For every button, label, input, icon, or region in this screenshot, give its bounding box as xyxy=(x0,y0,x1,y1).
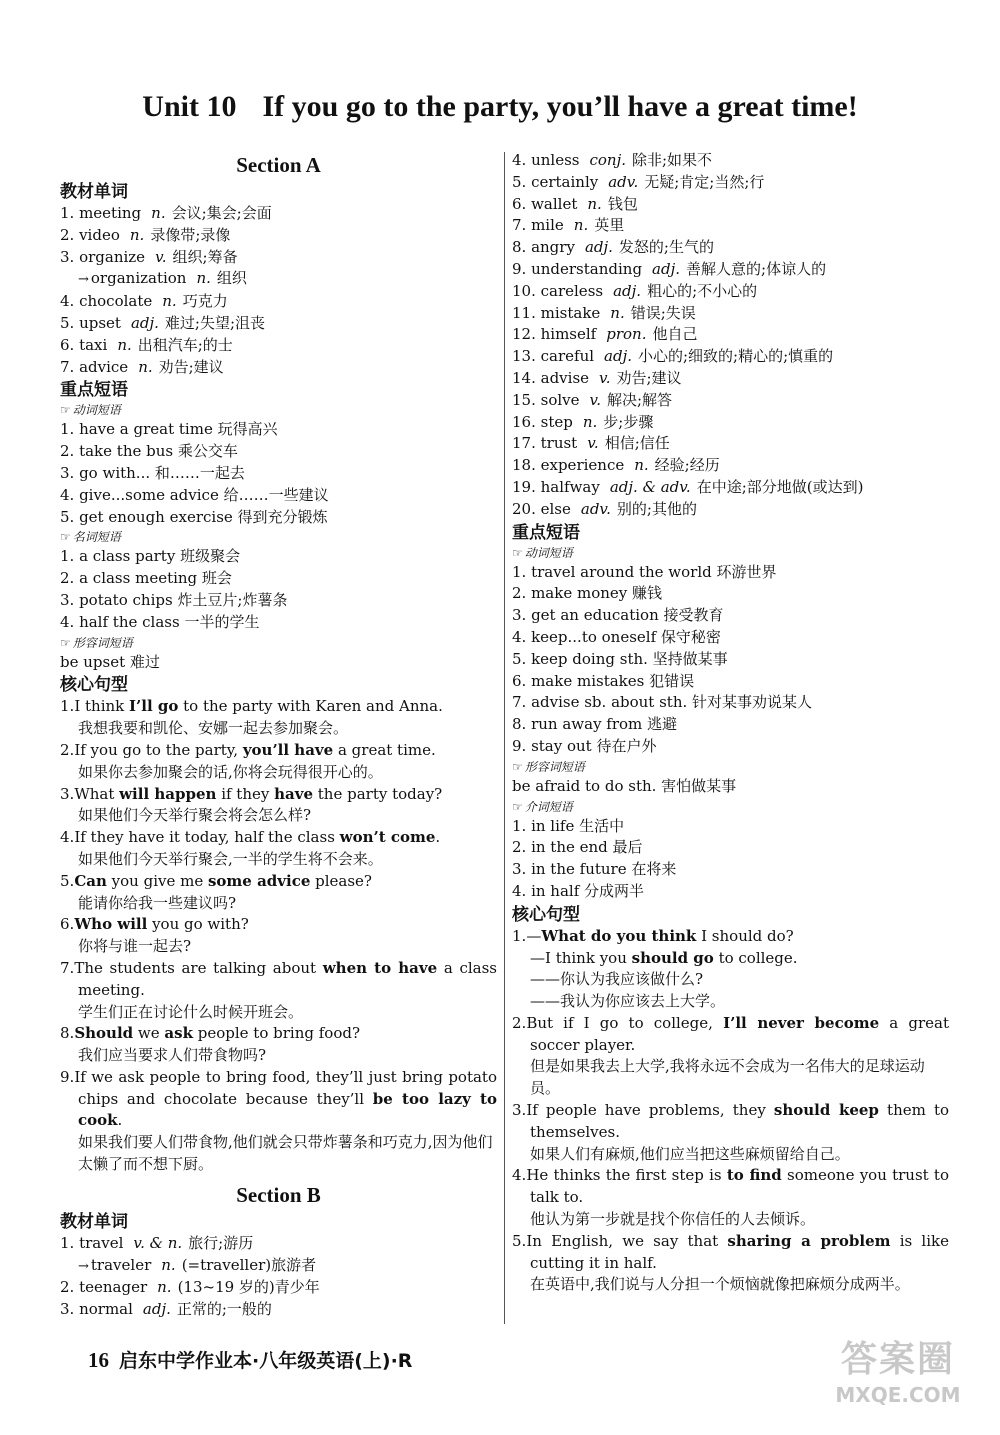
sentence-list-b xyxy=(512,1013,949,1296)
vocab-item xyxy=(60,247,497,269)
vocab-meaning: 劝告;建议 xyxy=(158,357,224,376)
phrase-item: 8. run away from 逃避 xyxy=(512,715,678,734)
vocab-item xyxy=(60,268,497,291)
vocab-meaning: 相信;信任 xyxy=(604,434,670,453)
vocab-meaning: 旅行;游历 xyxy=(188,1233,254,1252)
part-of-speech: v. xyxy=(155,247,167,266)
section-b-heading: Section B xyxy=(236,1182,321,1207)
unit-title: If you go to the party, you’ll have a great time! xyxy=(262,90,858,123)
vocab-meaning: 难过;失望;沮丧 xyxy=(164,313,266,332)
vocab-item xyxy=(512,215,949,237)
part-of-speech: n. xyxy=(117,335,132,354)
phrase-item: 3. go with... 和……一起去 xyxy=(60,463,245,482)
page-title xyxy=(0,90,1000,124)
phrase-item: 2. a class meeting 班会 xyxy=(60,569,232,588)
vocab-meaning: (13~19 岁的)青少年 xyxy=(177,1278,320,1297)
phrase-item: 4. keep...to oneself 保守秘密 xyxy=(512,627,721,646)
vocab-item xyxy=(512,477,949,499)
phrase-item: 7. advise sb. about sth. 针对某事劝说某人 xyxy=(512,693,813,712)
part-of-speech: v. & n. xyxy=(133,1233,183,1252)
sentence-english: 3.What will happen if they have the party today? xyxy=(60,784,443,803)
sentence-chinese: 能请你给我一些建议吗? xyxy=(78,893,237,912)
left-column xyxy=(60,150,497,1321)
pointing-hand-icon: ☞ xyxy=(512,759,523,774)
vocab-item xyxy=(60,1255,497,1278)
vocab-meaning: 录像带;录像 xyxy=(150,225,231,244)
phrase-item: 6. make mistakes 犯错误 xyxy=(512,671,695,690)
vocab-meaning: 除非;如果不 xyxy=(632,151,713,169)
phrase-item: 2. in the end 最后 xyxy=(512,838,643,857)
site-watermark: 答案圈 MXQE.COM xyxy=(835,1339,961,1407)
sentence-item xyxy=(512,1013,949,1100)
vocab-meaning: 英里 xyxy=(594,216,625,235)
vocab-meaning: (=traveller)旅游者 xyxy=(181,1255,317,1274)
vocab-item xyxy=(512,194,949,216)
phrase-item: 4. half the class 一半的学生 xyxy=(60,612,260,631)
vocab-word: 14. advise xyxy=(512,368,590,387)
sentence-chinese: 我想我要和凯伦、安娜一起去参加聚会。 xyxy=(78,719,349,738)
vocab-word: 18. experience xyxy=(512,456,625,475)
part-of-speech: adv. xyxy=(608,172,639,191)
phrase-item: 2. take the bus 乘公交车 xyxy=(60,442,238,461)
sentence-chinese: 如果我们要人们带食物,他们就会只带炸薯条和巧克力,因为他们太懒了而不想下厨。 xyxy=(78,1133,493,1174)
vocab-word: 10. careless xyxy=(512,281,604,300)
vocab-meaning: 在中途;部分地做(或达到) xyxy=(696,477,864,496)
vocab-item xyxy=(512,499,949,521)
noun-phrases-label: ☞ 名词短语 xyxy=(60,530,121,545)
arrow-icon: → xyxy=(78,272,89,288)
sentences-heading-b: 核心句型 xyxy=(512,904,580,925)
vocab-item xyxy=(512,390,949,412)
page-footer xyxy=(88,1346,412,1373)
part-of-speech: adj. & adv. xyxy=(609,477,691,496)
sentence-chinese: 但是如果我去上大学,我将永远不会成为一名伟大的足球运动员。 xyxy=(530,1057,925,1098)
vocab-b-list xyxy=(60,1233,497,1321)
vocab-word: organization xyxy=(90,269,187,288)
vocab-meaning: 善解人意的;体谅人的 xyxy=(686,259,827,278)
prep-phrase-list xyxy=(512,816,949,903)
vocab-meaning: 正常的;一般的 xyxy=(176,1300,272,1319)
vocab-heading: 教材单词 xyxy=(60,182,128,202)
vocab-word: 8. angry xyxy=(512,238,575,257)
pointing-hand-icon: ☞ xyxy=(512,799,523,814)
vocab-b-heading: 教材单词 xyxy=(60,1211,128,1232)
vocab-word: traveler xyxy=(90,1255,152,1274)
sentence-item: 1.—What do you think I should do? —I think you should go to college. ——你认为我应该做什么? ——我认为你应该去上大学。 xyxy=(512,926,798,1011)
phrases-heading: 重点短语 xyxy=(60,380,128,401)
vocab-word: 7. advice xyxy=(60,357,129,376)
sentence-item xyxy=(60,696,497,740)
vocab-word: 6. taxi xyxy=(60,335,108,354)
part-of-speech: n. xyxy=(129,225,145,244)
part-of-speech: n. xyxy=(573,216,589,235)
phrase-item: 5. keep doing sth. 坚持做某事 xyxy=(512,649,728,668)
part-of-speech: n. xyxy=(151,204,166,222)
vocab-word: 1. travel xyxy=(60,1233,124,1252)
vocab-meaning: 钱包 xyxy=(607,194,638,213)
vocab-item xyxy=(512,324,949,346)
vocab-item xyxy=(60,1299,497,1321)
vocab-list xyxy=(60,203,497,378)
phrase-item: 3. in the future 在将来 xyxy=(512,860,677,879)
phrase-item: be afraid to do sth. 害怕做某事 xyxy=(512,776,737,795)
sentence-english: 3.If people have problems, they should keep them to themselves. xyxy=(512,1101,950,1141)
part-of-speech: n. xyxy=(634,456,649,475)
part-of-speech: conj. xyxy=(589,151,626,169)
part-of-speech: adj. xyxy=(604,347,632,366)
vocab-meaning: 出租汽车;的士 xyxy=(137,335,233,354)
sentence-english: 5.Can you give me some advice please? xyxy=(60,871,372,890)
vocab-word: 13. careful xyxy=(512,347,595,366)
sentence-item xyxy=(60,871,497,915)
vocab-word: 3. normal xyxy=(60,1300,133,1319)
vocab-word: 6. wallet xyxy=(512,194,578,213)
part-of-speech: n. xyxy=(196,269,211,288)
phrase-item: 4. in half 分成两半 xyxy=(512,881,645,900)
vocab-word: 12. himself xyxy=(512,325,597,344)
vocab-item xyxy=(512,346,949,368)
vocab-item xyxy=(512,368,949,390)
vocab-meaning: 错误;失误 xyxy=(630,303,696,322)
vocab-word: 20. else xyxy=(512,499,571,518)
vocab-item xyxy=(60,203,497,225)
phrases-heading-b: 重点短语 xyxy=(512,522,580,543)
arrow-icon: → xyxy=(78,1258,89,1274)
part-of-speech: v. xyxy=(587,434,599,453)
vocab-word: 15. solve xyxy=(512,390,580,409)
vocab-item xyxy=(60,225,497,247)
vocab-meaning: 组织 xyxy=(216,269,247,288)
sentence-item xyxy=(512,1231,949,1296)
verb-phrases-label-b: ☞ 动词短语 xyxy=(512,545,573,560)
verb-phrase-list-b xyxy=(512,562,949,758)
phrase-item: 1. travel around the world 环游世界 xyxy=(512,562,777,581)
part-of-speech: adj. xyxy=(584,238,613,257)
adj-phrase-list xyxy=(60,652,497,674)
sentence-chinese: 学生们正在讨论什么时候开班会。 xyxy=(78,1002,304,1021)
vocab-item xyxy=(512,150,949,172)
vocab-word: 4. chocolate xyxy=(60,292,153,311)
pointing-hand-icon: ☞ xyxy=(60,403,71,418)
sentence-chinese: 如果你去参加聚会的话,你将会玩得很开心的。 xyxy=(78,762,383,781)
vocab-meaning: 别的;其他的 xyxy=(616,499,697,518)
vocab-item xyxy=(512,259,949,281)
vocab-word: 7. mile xyxy=(512,216,564,235)
vocab-item xyxy=(512,455,949,477)
part-of-speech: v. xyxy=(599,368,611,387)
vocab-item xyxy=(60,335,497,357)
sentence-chinese: 在英语中,我们说与人分担一个烦恼就像把麻烦分成两半。 xyxy=(530,1275,910,1294)
part-of-speech: adj. xyxy=(652,259,681,278)
vocab-meaning: 劝告;建议 xyxy=(616,368,682,387)
vocab-item xyxy=(60,1277,497,1299)
verb-phrase-list xyxy=(60,419,497,528)
vocab-item xyxy=(512,412,949,434)
vocab-item xyxy=(60,357,497,379)
sentence-english: 5.In English, we say that sharing a problem is like cutting it in half. xyxy=(512,1231,949,1272)
vocab-word: 19. halfway xyxy=(512,477,600,496)
pointing-hand-icon: ☞ xyxy=(60,635,71,650)
vocab-word: 11. mistake xyxy=(512,303,601,322)
sentence-english: 9.If we ask people to bring food, they’ll just bring potato chips and chocolate because they’ll be too lazy to cook. xyxy=(60,1067,497,1130)
vocab-word: 16. step xyxy=(512,412,573,431)
phrase-item: be upset 难过 xyxy=(60,652,160,671)
vocab-item xyxy=(512,281,949,303)
sentence-chinese: 如果人们有麻烦,他们应当把这些麻烦留给自己。 xyxy=(530,1144,850,1163)
sentence-item xyxy=(60,827,497,871)
vocab-item xyxy=(512,237,949,259)
sentence-item xyxy=(60,1023,497,1067)
vocab-meaning: 会议;集会;会面 xyxy=(171,204,272,222)
column-divider xyxy=(504,152,505,1324)
sentence-item xyxy=(512,1165,949,1230)
pointing-hand-icon: ☞ xyxy=(512,545,523,560)
sentence-item xyxy=(60,958,497,1023)
sentence-english: 2.But if I go to college, I’ll never become a great soccer player. xyxy=(512,1013,950,1054)
part-of-speech: v. xyxy=(589,390,601,409)
phrase-item: 2. make money 赚钱 xyxy=(512,584,663,603)
vocab-meaning: 无疑;肯定;当然;行 xyxy=(644,172,765,191)
vocab-item xyxy=(512,433,949,455)
phrase-item: 5. get enough exercise 得到充分锻炼 xyxy=(60,507,328,526)
sentence-list xyxy=(60,696,497,1176)
vocab-word: 1. meeting xyxy=(60,204,142,222)
sentence-chinese: 如果他们今天举行聚会,一半的学生将不会来。 xyxy=(78,849,383,868)
sentence-chinese: 你将与谁一起去? xyxy=(78,937,192,956)
vocab-item xyxy=(512,303,949,325)
part-of-speech: n. xyxy=(587,194,602,213)
sentences-heading: 核心句型 xyxy=(60,675,128,696)
vocab-meaning: 步;步骤 xyxy=(603,412,654,431)
sentence-english: 6.Who will you go with? xyxy=(60,915,249,934)
part-of-speech: pron. xyxy=(606,325,647,344)
phrase-item: 1. in life 生活中 xyxy=(512,816,625,835)
vocab-meaning: 发怒的;生气的 xyxy=(618,238,714,257)
sentence-item xyxy=(60,914,497,958)
vocab-word: 4. unless xyxy=(512,151,580,169)
sentence-item xyxy=(512,1100,949,1165)
vocab-meaning: 粗心的;不小心的 xyxy=(647,281,758,300)
sentence-chinese: 如果他们今天举行聚会将会怎么样? xyxy=(78,806,312,825)
vocab-meaning: 巧克力 xyxy=(182,292,228,311)
part-of-speech: n. xyxy=(610,303,625,322)
verb-phrases-label: ☞ 动词短语 xyxy=(60,403,121,418)
sentence-chinese: 我们应当要求人们带食物吗? xyxy=(78,1046,267,1065)
unit-label: Unit 10 xyxy=(142,90,237,123)
vocab-word: 17. trust xyxy=(512,434,578,453)
phrase-item: 1. a class party 班级聚会 xyxy=(60,547,241,566)
part-of-speech: n. xyxy=(157,1278,172,1297)
book-title: 启东中学作业本·八年级英语(上)·R xyxy=(119,1350,413,1372)
part-of-speech: n. xyxy=(162,292,177,311)
sentence-chinese: 他认为第一步就是找个你信任的人去倾诉。 xyxy=(530,1210,816,1229)
sentence-item xyxy=(60,784,497,828)
vocab-meaning: 解决;解答 xyxy=(606,390,673,409)
vocab-word: 5. upset xyxy=(60,313,121,332)
phrase-item: 3. potato chips 炸土豆片;炸薯条 xyxy=(60,590,288,609)
sentence-english: 4.He thinks the first step is to find someone you trust to talk to. xyxy=(512,1166,949,1207)
adj-phrases-label-b: ☞ 形容词短语 xyxy=(512,759,585,774)
prep-phrases-label: ☞ 介词短语 xyxy=(512,799,573,814)
vocab-meaning: 经验;经历 xyxy=(654,456,720,475)
vocab-item xyxy=(60,291,497,313)
page-number: 16 xyxy=(88,1348,109,1372)
phrase-item: 3. get an education 接受教育 xyxy=(512,606,724,625)
phrase-item: 1. have a great time 玩得高兴 xyxy=(60,420,278,439)
part-of-speech: adj. xyxy=(142,1300,171,1319)
sentence-english: 7.The students are talking about when to have a class meeting. xyxy=(60,958,498,999)
vocab-word: 5. certainly xyxy=(512,172,599,191)
section-a-heading: Section A xyxy=(236,153,321,177)
part-of-speech: adj. xyxy=(130,313,159,332)
vocab-list-continued xyxy=(512,150,949,521)
part-of-speech: adv. xyxy=(580,499,611,518)
vocab-meaning: 组织;筹备 xyxy=(172,247,238,266)
part-of-speech: n. xyxy=(582,412,598,431)
sentence-english: 8.Should we ask people to bring food? xyxy=(60,1024,360,1043)
vocab-word: 3. organize xyxy=(60,247,146,266)
sentence-item xyxy=(60,740,497,784)
vocab-item xyxy=(60,313,497,335)
part-of-speech: n. xyxy=(138,357,153,376)
part-of-speech: adj. xyxy=(613,281,642,300)
adj-phrases-label: ☞ 形容词短语 xyxy=(60,635,133,650)
vocab-meaning: 小心的;细致的;精心的;慎重的 xyxy=(638,347,834,366)
noun-phrase-list xyxy=(60,546,497,633)
sentence-item xyxy=(60,1067,497,1176)
part-of-speech: n. xyxy=(161,1255,176,1274)
pointing-hand-icon: ☞ xyxy=(60,530,71,545)
adj-phrase-list-b xyxy=(512,776,949,798)
sentence-english: 4.If they have it today, half the class won’t come. xyxy=(60,828,441,847)
vocab-word: 9. understanding xyxy=(512,259,643,278)
vocab-item xyxy=(512,172,949,194)
sentence-english: 2.If you go to the party, you’ll have a great time. xyxy=(60,740,436,759)
vocab-meaning: 他自己 xyxy=(652,325,698,344)
phrase-item: 9. stay out 待在户外 xyxy=(512,736,657,755)
phrase-item: 4. give...some advice 给……一些建议 xyxy=(60,485,329,504)
sentence-english: 1.I think I’ll go to the party with Karen and Anna. xyxy=(60,697,443,716)
vocab-item xyxy=(60,1233,497,1255)
right-column xyxy=(512,150,949,1296)
vocab-word: 2. teenager xyxy=(60,1278,148,1297)
vocab-word: 2. video xyxy=(60,225,120,244)
